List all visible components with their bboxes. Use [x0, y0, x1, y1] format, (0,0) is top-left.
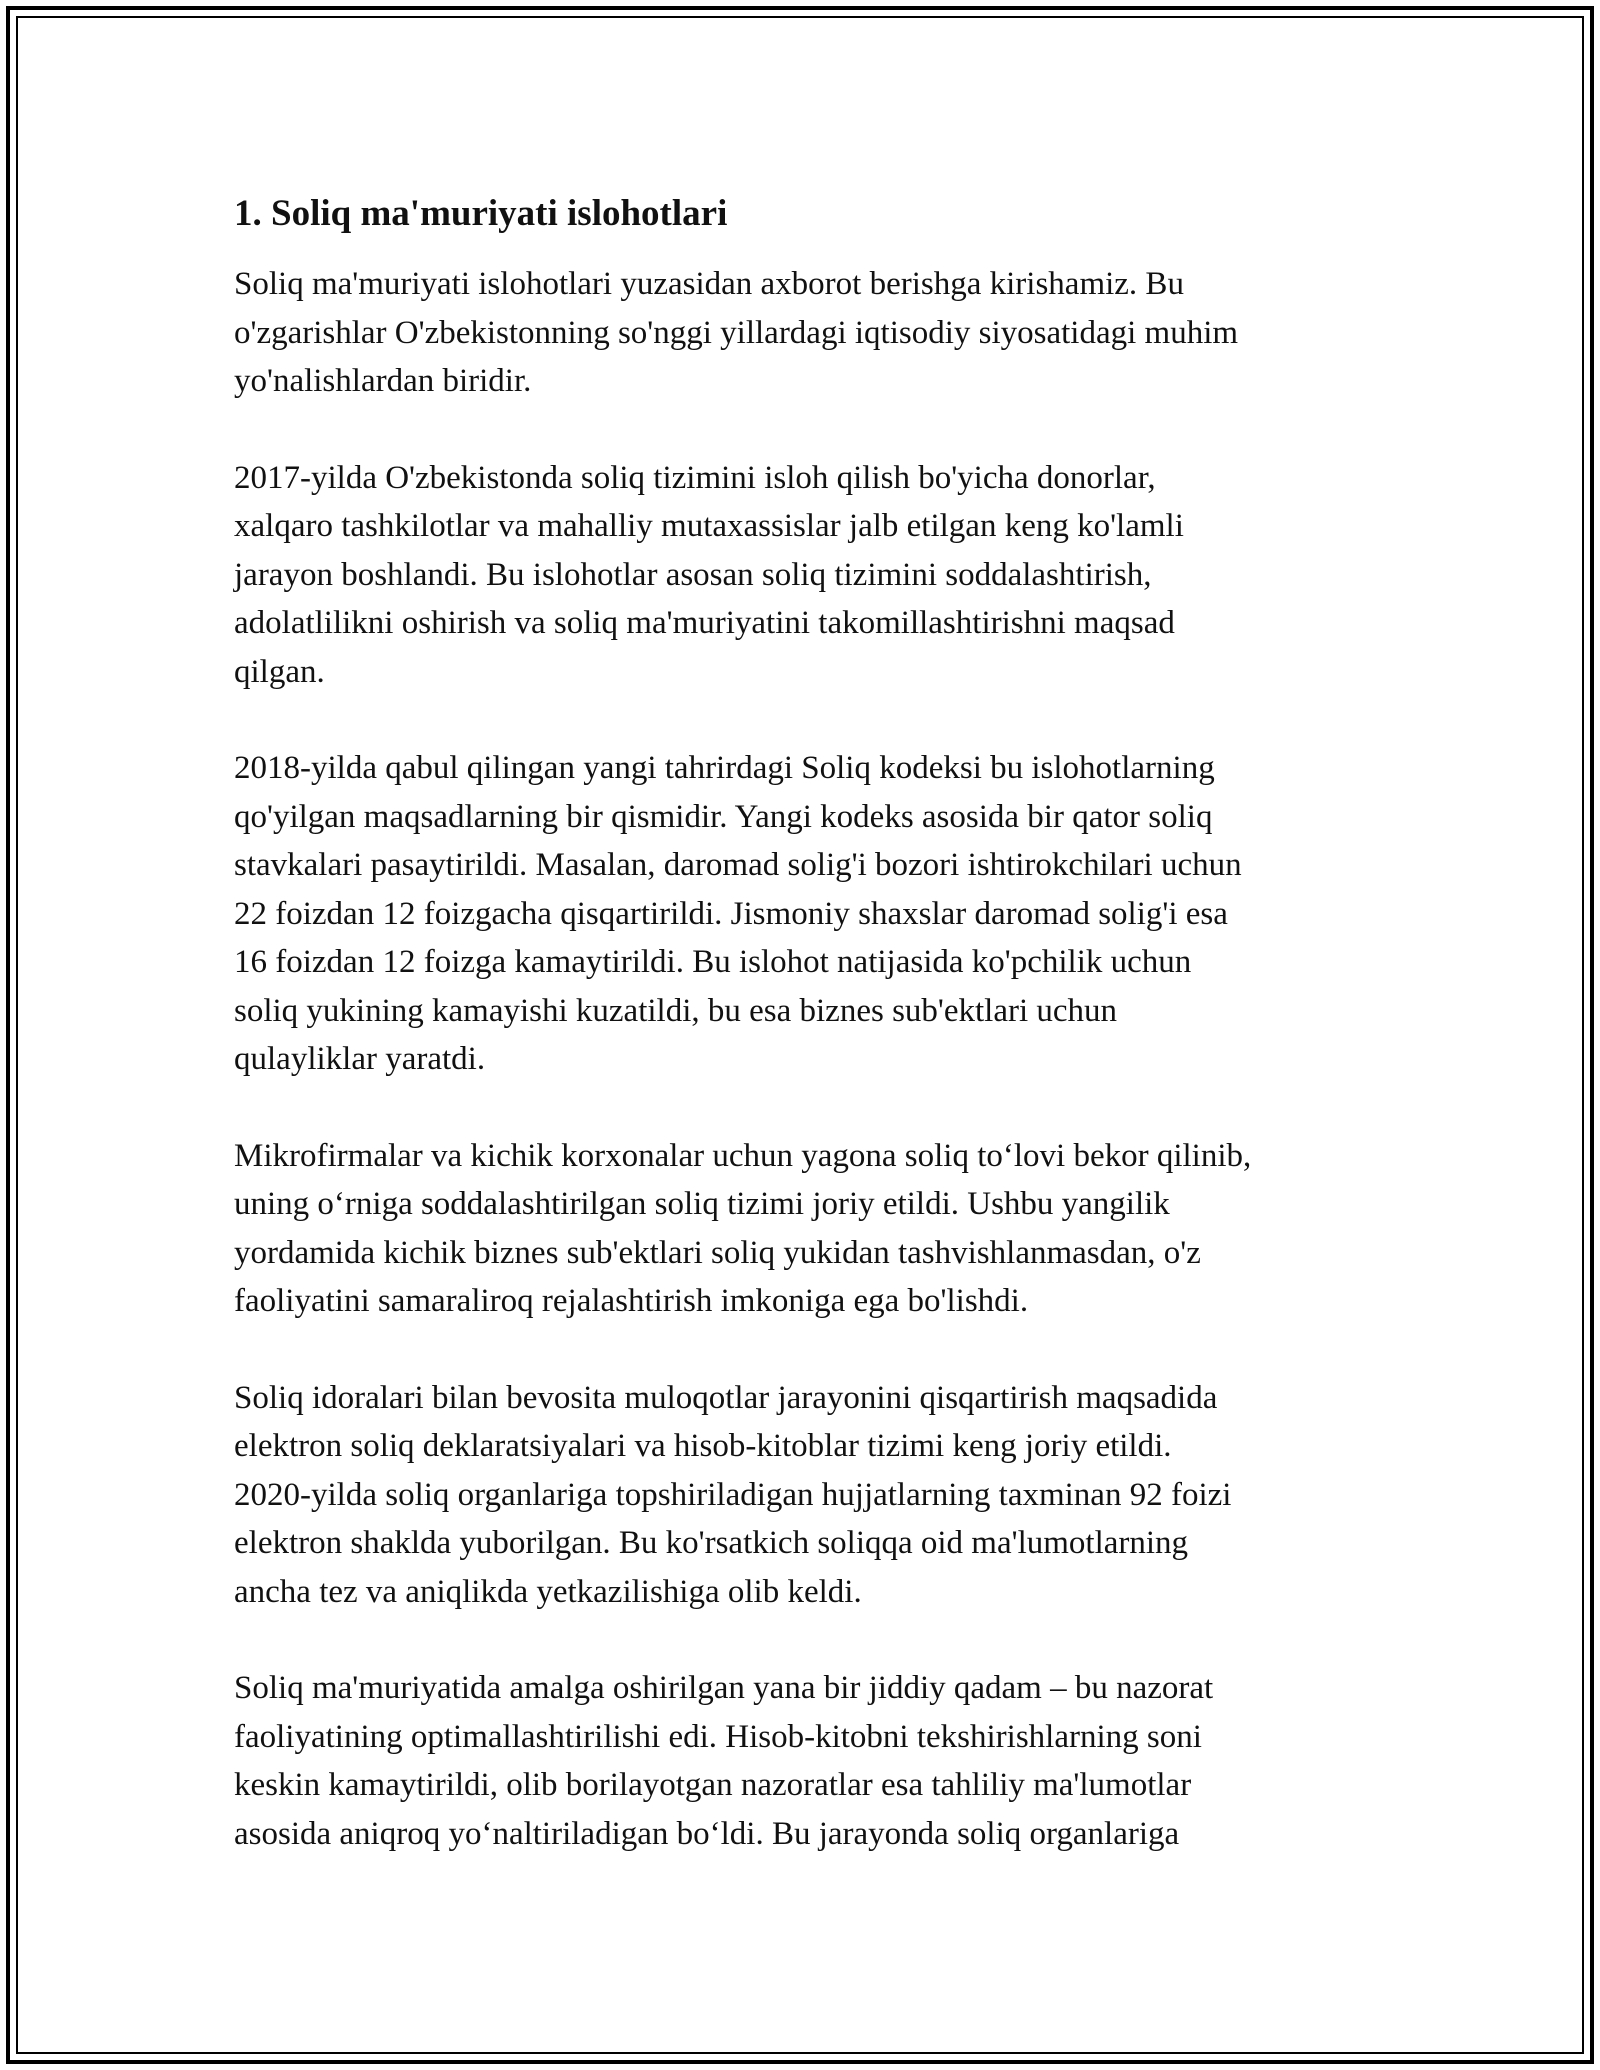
- paragraph-line: 16 foizdan 12 foizga kamaytirildi. Bu islohot natijasida ko'pchilik uchun: [234, 944, 1192, 980]
- paragraph-line: Soliq idoralari bilan bevosita muloqotlar jarayonini qisqartirish maqsadida: [234, 1379, 1218, 1416]
- paragraph-line: ancha tez va aniqlikda yetkazilishiga olib keldi.: [234, 1573, 862, 1610]
- paragraph-line: Soliq ma'muriyati islohotlari yuzasidan axborot berishga kirishamiz. Bu: [234, 266, 1184, 302]
- paragraph-line: elektron soliq deklaratsiyalari va hisob-kitoblar tizimi keng joriy etildi.: [234, 1428, 1172, 1464]
- section-heading: 1. Soliq ma'muriyati islohotlari: [234, 193, 728, 234]
- paragraph-line: 2020-yilda soliq organlariga topshiriladigan hujjatlarning taxminan 92 foizi: [234, 1476, 1232, 1513]
- paragraph-2018-tax-code: [234, 744, 1384, 1084]
- paragraph-electronic-filing: [234, 1374, 1384, 1617]
- paragraph-line: qilgan.: [234, 653, 325, 690]
- paragraph-small-business: [234, 1132, 1384, 1326]
- paragraph-line: qulayliklar yaratdi.: [234, 1041, 486, 1077]
- paragraph-line: 2017-yilda O'zbekistonda soliq tizimini isloh qilish bo'yicha donorlar,: [234, 459, 1156, 496]
- paragraph-line: faoliyatini samaraliroq rejalashtirish imkoniga ega bo'lishdi.: [234, 1283, 1029, 1319]
- paragraph-line: elektron shaklda yuborilgan. Bu ko'rsatkich soliqqa oid ma'lumotlarning: [234, 1525, 1189, 1561]
- paragraph-line: faoliyatining optimallashtirilishi edi. Hisob-kitobni tekshirishlarning soni: [234, 1718, 1202, 1755]
- paragraph-line: Soliq ma'muriyatida amalga oshirilgan yana bir jiddiy qadam – bu nazorat: [234, 1670, 1214, 1706]
- paragraph-line: Mikrofirmalar va kichik korxonalar uchun yagona soliq to‘lovi bekor qilinib,: [234, 1137, 1252, 1174]
- document-body: [234, 188, 1384, 1906]
- paragraph-line: xalqaro tashkilotlar va mahalliy mutaxassislar jalb etilgan keng ko'lamli: [234, 508, 1184, 544]
- paragraph-intro: [234, 260, 1384, 406]
- paragraph-line: yo'nalishlardan biridir.: [234, 363, 532, 399]
- paragraph-line: soliq yukining kamayishi kuzatildi, bu esa biznes sub'ektlari uchun: [234, 992, 1118, 1029]
- paragraph-line: jarayon boshlandi. Bu islohotlar asosan soliq tizimini soddalashtirish,: [234, 556, 1152, 593]
- paragraph-line: qo'yilgan maqsadlarning bir qismidir. Yangi kodeks asosida bir qator soliq: [234, 798, 1213, 835]
- paragraph-2017-reform: [234, 454, 1384, 697]
- paragraph-line: 2018-yilda qabul qilingan yangi tahrirdagi Soliq kodeksi bu islohotlarning: [234, 750, 1215, 786]
- paragraph-line: yordamida kichik biznes sub'ektlari soliq yukidan tashvishlanmasdan, o'z: [234, 1234, 1201, 1271]
- paragraph-line: uning o‘rniga soddalashtirilgan soliq tizimi joriy etildi. Ushbu yangilik: [234, 1186, 1170, 1222]
- paragraph-line: 22 foizdan 12 foizgacha qisqartirildi. Jismoniy shaxslar daromad solig'i esa: [234, 895, 1228, 932]
- paragraph-line: o'zgarishlar O'zbekistonning so'nggi yillardagi iqtisodiy siyosatidagi muhim: [234, 314, 1239, 351]
- paragraph-line: asosida aniqroq yo‘naltiriladigan bo‘ldi. Bu jarayonda soliq organlariga: [234, 1815, 1180, 1852]
- paragraph-line: keskin kamaytirildi, olib borilayotgan nazoratlar esa tahliliy ma'lumotlar: [234, 1767, 1192, 1803]
- paragraph-line: adolatlilikni oshirish va soliq ma'muriyatini takomillashtirishni maqsad: [234, 605, 1175, 641]
- paragraph-audit-optimization: [234, 1664, 1384, 1858]
- paragraph-line: stavkalari pasaytirildi. Masalan, daromad solig'i bozori ishtirokchilari uchun: [234, 847, 1242, 883]
